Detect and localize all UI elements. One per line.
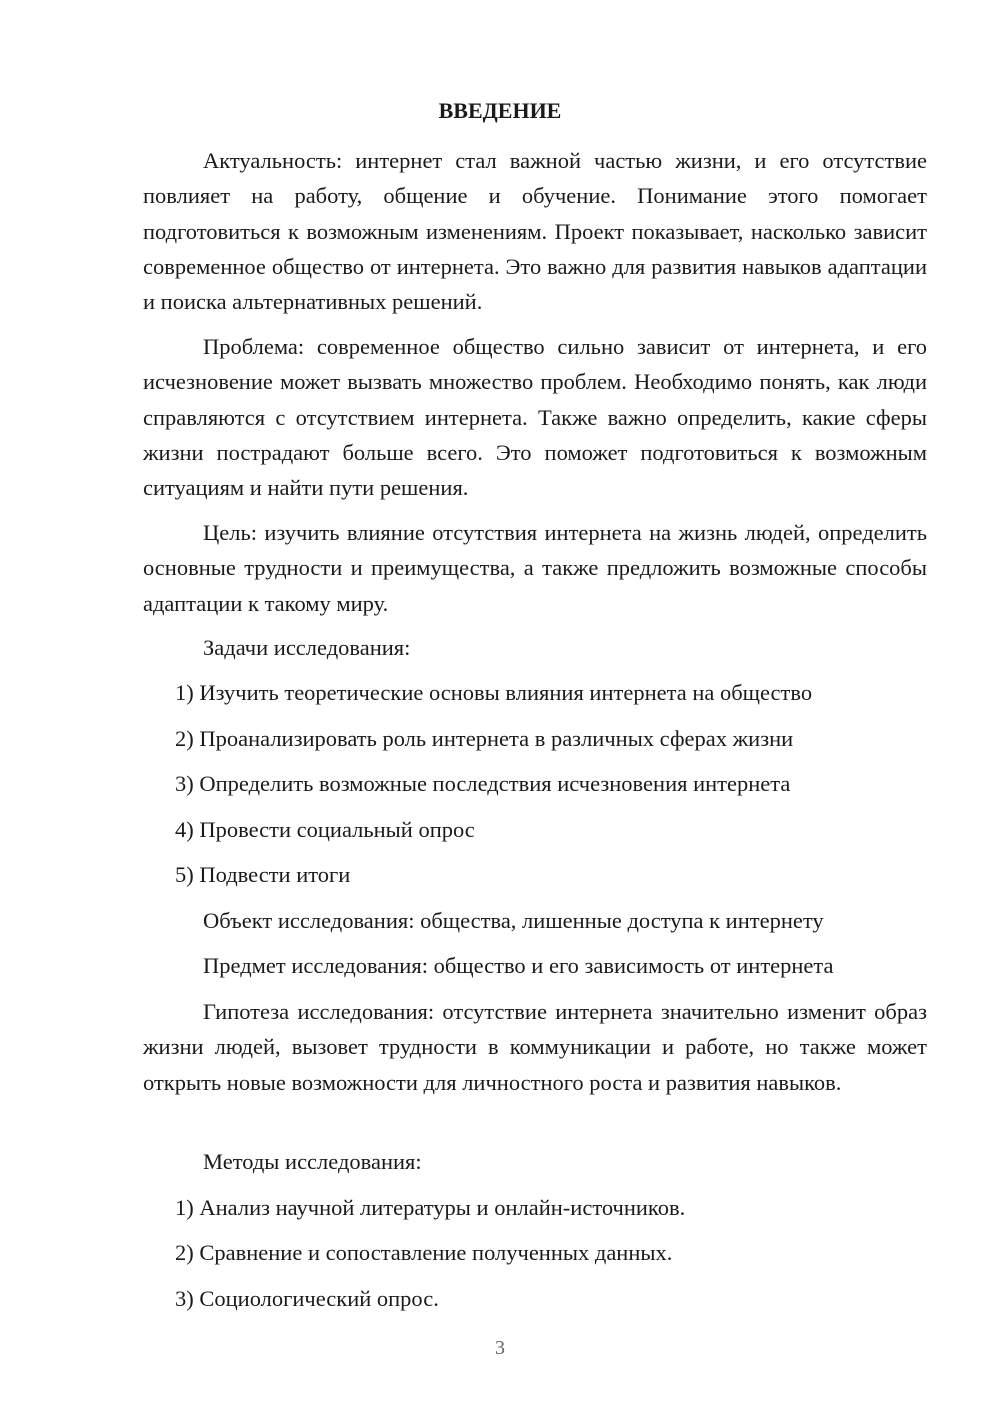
research-subject: Предмет исследования: общество и его зависимость от интернета: [203, 953, 834, 978]
method-item-2: 2) Сравнение и сопоставление полученных данных.: [175, 1240, 673, 1265]
problem-paragraph: Проблема: современное общество сильно зависит от интернета, и его исчезновение может вызвать множество проблем. Необходимо понять, как люди справляются с отсутствием интернета. Также важно определить, какие сферы жизни пострадают больше всего. Это поможет подготовиться к возможным ситуациям и найти пути решения.: [143, 334, 927, 501]
page-title: ВВЕДЕНИЕ: [438, 98, 562, 123]
method-item-3: 3) Социологический опрос.: [175, 1286, 439, 1311]
page-number: 3: [495, 1337, 505, 1359]
methods-heading: Методы исследования:: [203, 1149, 422, 1174]
method-item-1: 1) Анализ научной литературы и онлайн-источников.: [175, 1195, 686, 1220]
tasks-heading: Задачи исследования:: [203, 635, 411, 660]
task-item-2: 2) Проанализировать роль интернета в различных сферах жизни: [175, 726, 794, 751]
relevance-paragraph: Актуальность: интернет стал важной частью жизни, и его отсутствие повлияет на работу, общение и обучение. Понимание этого помогает подготовиться к возможным изменениям. Проект показывает, насколько зависит современное общество от интернета. Это важно для развития навыков адаптации и поиска альтернативных решений.: [143, 148, 927, 315]
task-item-5: 5) Подвести итоги: [175, 862, 351, 887]
task-item-1: 1) Изучить теоретические основы влияния интернета на общество: [175, 680, 813, 705]
task-item-3: 3) Определить возможные последствия исчезновения интернета: [175, 771, 791, 796]
goal-paragraph: Цель: изучить влияние отсутствия интернета на жизнь людей, определить основные трудности и преимущества, а также предложить возможные способы адаптации к такому миру.: [143, 520, 927, 616]
task-item-4: 4) Провести социальный опрос: [175, 817, 475, 842]
research-object: Объект исследования: общества, лишенные доступа к интернету: [203, 908, 824, 933]
hypothesis-paragraph: Гипотеза исследования: отсутствие интернета значительно изменит образ жизни людей, вызовет трудности в коммуникации и работе, но также может открыть новые возможности для личностного роста и развития навыков.: [143, 999, 927, 1095]
